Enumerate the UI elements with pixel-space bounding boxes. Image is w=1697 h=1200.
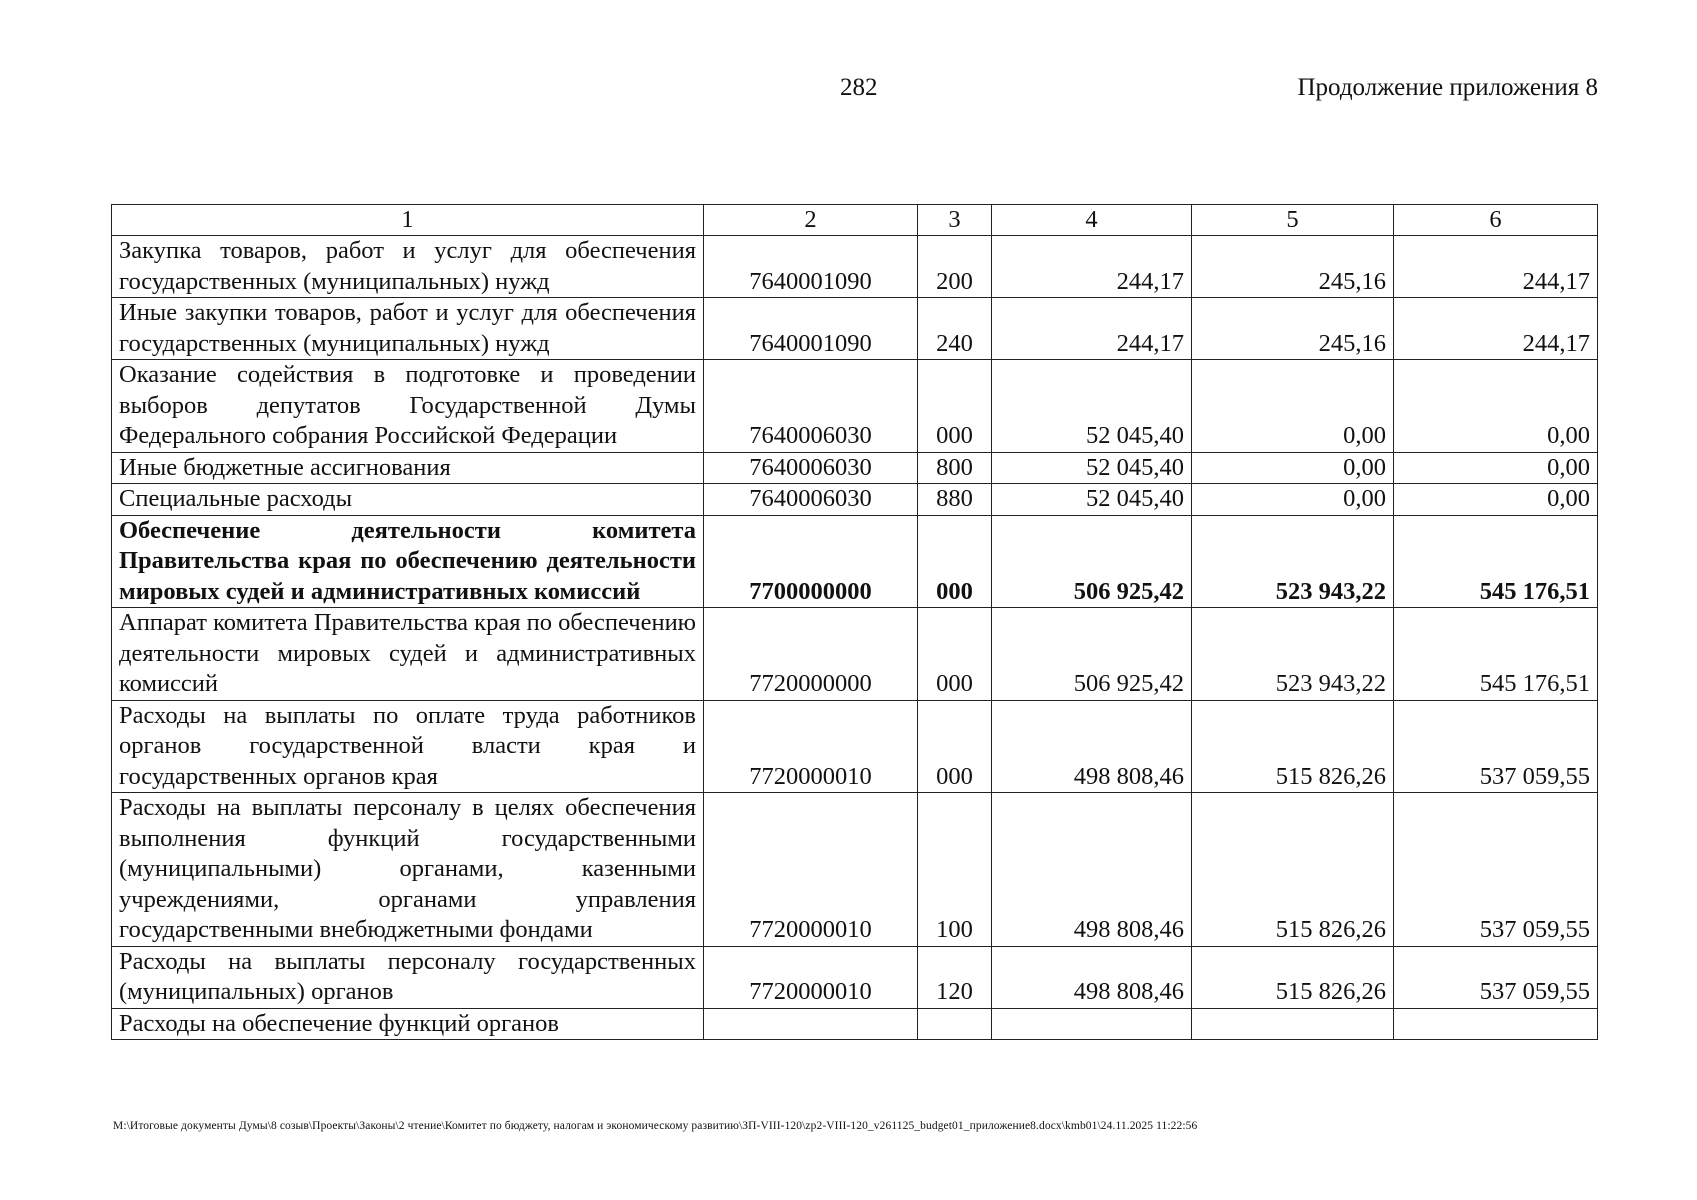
amount-col-6: 537 059,55 [1394,793,1598,947]
table-row [112,608,1598,701]
row-name: Расходы на выплаты по оплате труда работников органов государственной власти края и государственных органов края [112,700,704,793]
expense-type-code: 000 [918,515,992,608]
expense-type-code: 200 [918,236,992,298]
target-article-code: 7640001090 [704,298,918,360]
appendix-continuation-label: Продолжение приложения 8 [1297,74,1598,101]
amount-col-5: 245,16 [1192,298,1394,360]
expense-type-code: 000 [918,608,992,701]
amount-col-6: 545 176,51 [1394,515,1598,608]
table-row-continued [112,1008,1598,1040]
amount-col-5: 515 826,26 [1192,946,1394,1008]
target-article-code: 7640006030 [704,452,918,484]
amount-col-5: 245,16 [1192,236,1394,298]
budget-table-body [112,236,1598,1040]
column-number-row [112,205,1598,236]
column-header: 3 [918,205,992,236]
target-article-code: 7720000010 [704,793,918,947]
amount-col-5: 523 943,22 [1192,608,1394,701]
target-article-code: 7640001090 [704,236,918,298]
amount-col-5: 515 826,26 [1192,700,1394,793]
amount-col-6: 0,00 [1394,360,1598,453]
expense-type-code: 000 [918,700,992,793]
target-article-code: 7640006030 [704,360,918,453]
amount-col-4: 498 808,46 [992,793,1192,947]
table-row [112,946,1598,1008]
column-header: 1 [112,205,704,236]
table-row [112,298,1598,360]
row-name: Аппарат комитета Правительства края по обеспечению деятельности мировых судей и административных комиссий [112,608,704,701]
amount-col-6 [1394,1008,1598,1040]
table-row [112,452,1598,484]
row-name: Закупка товаров, работ и услуг для обеспечения государственных (муниципальных) нужд [112,236,704,298]
table-row [112,793,1598,947]
row-name: Специальные расходы [112,484,704,516]
amount-col-4 [992,1008,1192,1040]
row-name: Иные бюджетные ассигнования [112,452,704,484]
expense-type-code [918,1008,992,1040]
row-name: Оказание содействия в подготовке и проведении выборов депутатов Государственной Думы Федерального собрания Российской Федерации [112,360,704,453]
amount-col-5: 523 943,22 [1192,515,1394,608]
row-name: Обеспечение деятельности комитета Правительства края по обеспечению деятельности мировых судей и административных комиссий [112,515,704,608]
amount-col-4: 244,17 [992,298,1192,360]
amount-col-4: 506 925,42 [992,608,1192,701]
amount-col-4: 52 045,40 [992,360,1192,453]
amount-col-6: 244,17 [1394,236,1598,298]
amount-col-5: 0,00 [1192,452,1394,484]
expense-type-code: 800 [918,452,992,484]
row-name: Расходы на обеспечение функций органов [112,1008,704,1040]
expense-type-code: 880 [918,484,992,516]
amount-col-6: 537 059,55 [1394,700,1598,793]
column-header: 6 [1394,205,1598,236]
amount-col-6: 0,00 [1394,484,1598,516]
amount-col-5: 515 826,26 [1192,793,1394,947]
target-article-code: 7640006030 [704,484,918,516]
target-article-code: 7720000010 [704,946,918,1008]
amount-col-4: 498 808,46 [992,946,1192,1008]
amount-col-5 [1192,1008,1394,1040]
target-article-code: 7720000000 [704,608,918,701]
column-header: 4 [992,205,1192,236]
table-row [112,700,1598,793]
amount-col-4: 498 808,46 [992,700,1192,793]
column-header: 2 [704,205,918,236]
amount-col-4: 244,17 [992,236,1192,298]
amount-col-5: 0,00 [1192,360,1394,453]
amount-col-4: 52 045,40 [992,484,1192,516]
target-article-code: 7720000010 [704,700,918,793]
table-row [112,484,1598,516]
expense-type-code: 100 [918,793,992,947]
amount-col-5: 0,00 [1192,484,1394,516]
table-row-section-total [112,515,1598,608]
amount-col-4: 52 045,40 [992,452,1192,484]
table-row [112,360,1598,453]
column-header: 5 [1192,205,1394,236]
expense-type-code: 000 [918,360,992,453]
expense-type-code: 120 [918,946,992,1008]
target-article-code [704,1008,918,1040]
amount-col-6: 244,17 [1394,298,1598,360]
amount-col-6: 0,00 [1394,452,1598,484]
row-name: Расходы на выплаты персоналу в целях обеспечения выполнения функций государственными (муниципальными) органами, казенными учреждениями, органами управления государственными внебюджетными фондами [112,793,704,947]
table-row [112,236,1598,298]
budget-table [111,204,1598,1040]
target-article-code: 7700000000 [704,515,918,608]
page-number: 282 [840,74,878,101]
expense-type-code: 240 [918,298,992,360]
row-name: Расходы на выплаты персоналу государственных (муниципальных) органов [112,946,704,1008]
amount-col-6: 537 059,55 [1394,946,1598,1008]
amount-col-6: 545 176,51 [1394,608,1598,701]
row-name: Иные закупки товаров, работ и услуг для обеспечения государственных (муниципальных) нужд [112,298,704,360]
amount-col-4: 506 925,42 [992,515,1192,608]
document-file-path-footer: M:\Итоговые документы Думы\8 созыв\Проекты\Законы\2 чтение\Комитет по бюджету, налогам и экономическому развитию\ЗП-VIII-120\zp2-VIII-120_v261125_budget01_приложение8.docx\kmb01\24.11.2025 11:22:56 [113,1120,1198,1132]
